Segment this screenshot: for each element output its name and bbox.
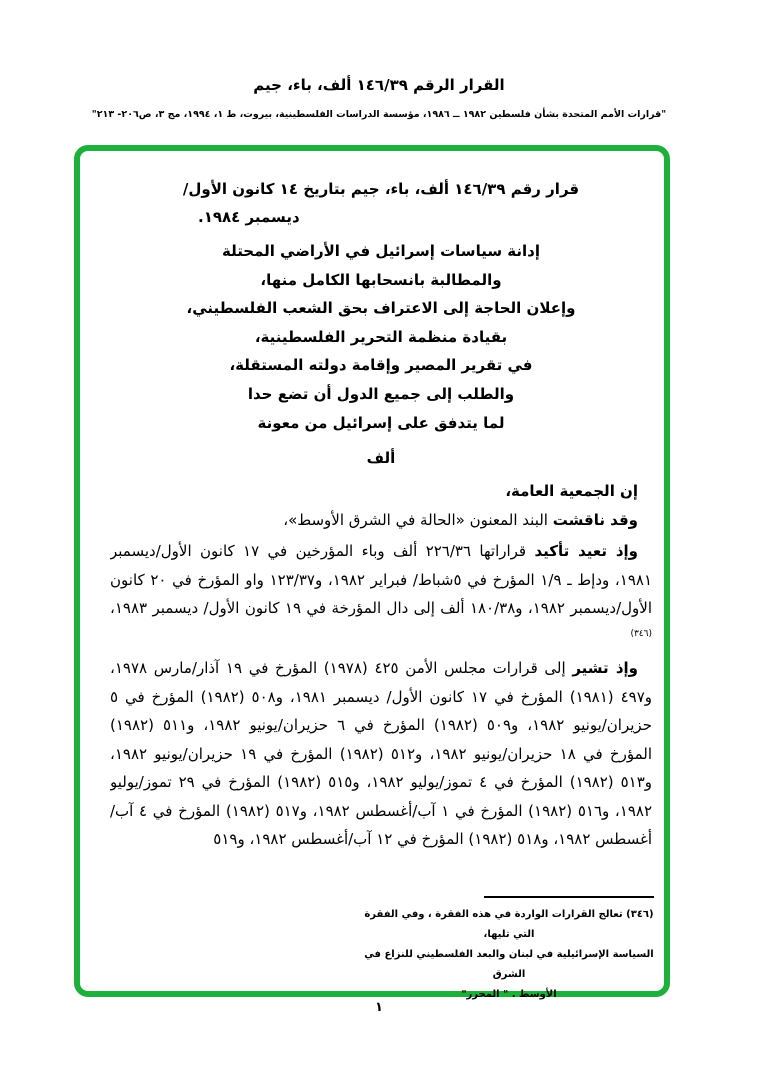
footnote-separator — [484, 896, 654, 898]
subject-line: وإعلان الحاجة إلى الاعتراف بحق الشعب الفلسطيني، — [186, 299, 576, 318]
resolution-heading-line1: قرار رقم ١٤٦/٣٩ ألف، باء، جيم بتاريخ ١٤ كانون الأول/ — [182, 180, 580, 198]
paragraph-text: إلى قرارات مجلس الأمن ٤٢٥ (١٩٧٨) المؤرخ في ١٩ آذار/مارس ١٩٧٨، و٤٩٧ (١٩٨١) المؤرخ في ١٧ كانون الأول/ ديسمبر ١٩٨١، و٥٠٨ (١٩٨٢) المؤرخ في ٥ حزيران/يونيو ١٩٨٢، و٥٠٩ (١٩٨٢) المؤرخ في ٦ حزيران/يونيو ١٩٨٢، و٥١١ (١٩٨٢) المؤرخ في ١٨ حزيران/يونيو ١٩٨٢، و٥١٢ (١٩٨٢) المؤرخ في ١٩ حزيران/يونيو ١٩٨٢، و٥١٣ (١٩٨٢) المؤرخ في ٤ تموز/يوليو ١٩٨٢، و٥١٥ (١٩٨٢) المؤرخ في ٢٩ تموز/يوليو ١٩٨٢، و٥١٦ (١٩٨٢) المؤرخ في ١ آب/أغسطس ١٩٨٢، و٥١٧ (١٩٨٢) المؤرخ في ٤ آب/أغسطس ١٩٨٢، و٥١٨ (١٩٨٢) المؤرخ في ١٢ آب/أغسطس ١٩٨٢، و٥١٩ — [110, 659, 652, 849]
footnote-reference: (٣٤٦) — [630, 628, 652, 639]
paragraph-lead: إن الجمعية العامة، — [505, 482, 638, 501]
section-label-alef: ألف — [366, 449, 396, 468]
footnote-line: (٣٤٦) تعالج القرارات الواردة في هذه الفقرة ، وفي الفقرة التي تليها، — [364, 909, 654, 940]
subject-line: بقيادة منظمة التحرير الفلسطينية، — [254, 327, 508, 346]
footnote-line: الأوسط . " المحرر" — [461, 989, 557, 1000]
resolution-heading — [110, 175, 652, 231]
paragraph-text: قراراتها ٢٢٦/٣٦ ألف وباء المؤرخين في ١٧ كانون الأول/ديسمبر ١٩٨١، ودإط ـ ١/٩ المؤرخ في ٥شباط/ فبراير ١٩٨٢، و١٢٣/٣٧ واو المؤرخ في ٢٠ كانون الأول/ديسمبر ١٩٨٢، و١٨٠/٣٨ ألف إلى دال المؤرخة في ١٩ كانون الأول/ ديسمبر ١٩٨٣، — [110, 542, 652, 618]
paragraph-lead: وإذ تشير — [572, 659, 638, 678]
paragraph-lead: وقد ناقشت — [552, 510, 638, 529]
resolution-title: القرار الرقم ١٤٦/٣٩ ألف، باء، جيم — [253, 76, 505, 94]
resolution-green-box — [74, 145, 670, 1000]
footnote-line: السياسة الإسرائيلية في لبنان والبعد الفلسطيني للنزاع في الشرق — [364, 949, 654, 980]
page-number: ١ — [375, 1000, 383, 1015]
subject-line: إدانة سياسات إسرائيل في الأراضي المحتلة — [221, 242, 541, 260]
paragraph-agenda — [110, 506, 652, 535]
resolution-box-content — [80, 151, 664, 1000]
paragraph-recalling — [110, 654, 652, 854]
subject-line: والمطالبة بانسحابها الكامل منها، — [260, 270, 502, 289]
footnote-block — [358, 905, 660, 1005]
paragraph-text: البند المعنون «الحالة في الشرق الأوسط»، — [283, 510, 553, 529]
resolution-body — [110, 477, 652, 854]
resolution-subject-block — [110, 237, 652, 437]
subject-line: والطلب إلى جميع الدول أن تضع حدا — [247, 384, 515, 403]
paragraph-lead: وإذ تعيد تأكيد — [534, 542, 638, 561]
paragraph-reaffirming — [110, 537, 652, 651]
paragraph-preamble — [110, 477, 652, 506]
subject-line: في تقرير المصير وإقامة دولته المستقلة، — [229, 356, 533, 375]
source-citation: "قرارات الأمم المتحدة بشأن فلسطين ١٩٨٢ ــ ١٩٨٦، مؤسسة الدراسات الفلسطينية، بيروت، ط ١، ١٩٩٤، مج ٣، ص٢٠٦- ٢١٣" — [91, 109, 667, 120]
subject-line: لما يتدفق على إسرائيل من معونة — [257, 413, 505, 432]
resolution-heading-line2: ديسمبر ١٩٨٤. — [198, 208, 300, 226]
